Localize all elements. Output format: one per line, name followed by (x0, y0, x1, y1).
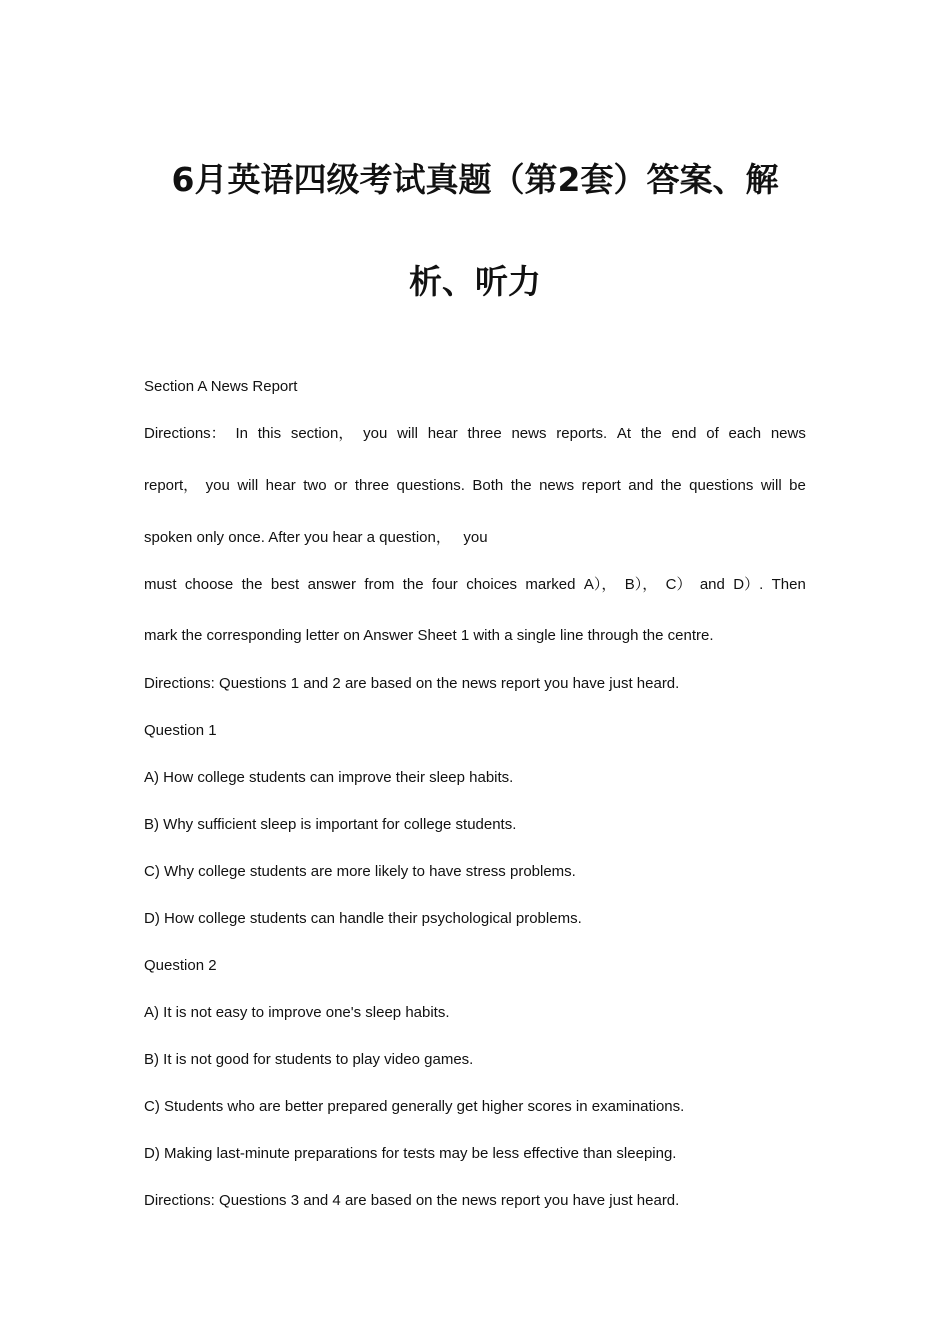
directions-line-2 (144, 476, 806, 496)
word: and (699, 576, 725, 593)
word: be (789, 477, 806, 494)
word: best (270, 576, 300, 593)
word: answer (307, 576, 356, 593)
question-1-option-d: D) How college students can handle their psychological problems. (144, 910, 582, 927)
directions-line-3: spoken only once. After you hear a question， you (144, 529, 488, 546)
directions-line-4 (144, 575, 806, 595)
word: marked (525, 576, 576, 593)
word: hear (427, 425, 458, 442)
word: D）. (733, 576, 764, 593)
word: you (205, 477, 230, 494)
page-title-line-2: 析、听力 (409, 262, 541, 301)
word: four (431, 576, 458, 593)
word: the (660, 477, 682, 494)
word: B）， (624, 576, 658, 593)
directions-q1-q2: Directions: Questions 1 and 2 are based on the news report you have just heard. (144, 675, 680, 692)
word: news (511, 425, 547, 442)
word: news (539, 477, 575, 494)
question-1-option-b: B) Why sufficient sleep is important for college students. (144, 816, 517, 833)
word: C） (665, 576, 692, 593)
section-heading: Section A News Report (144, 378, 298, 395)
word: end (671, 425, 697, 442)
word: the (510, 477, 532, 494)
word: of (706, 425, 719, 442)
word: A）， (583, 576, 617, 593)
word: three (354, 477, 390, 494)
word: report， (144, 477, 199, 494)
word: two (303, 477, 327, 494)
word: the (402, 576, 424, 593)
word: report (581, 477, 621, 494)
question-1-label: Question 1 (144, 722, 217, 739)
word: Directions： (144, 425, 226, 442)
word: choose (184, 576, 234, 593)
question-2-option-d: D) Making last-minute preparations for tests may be less effective than sleeping. (144, 1145, 677, 1162)
word: In (235, 425, 248, 442)
word: Then (771, 576, 806, 593)
directions-line-5: mark the corresponding letter on Answer Sheet 1 with a single line through the centre. (144, 627, 714, 644)
word: will (237, 477, 259, 494)
word: section， (290, 425, 354, 442)
word: will (760, 477, 782, 494)
question-2-label: Question 2 (144, 957, 217, 974)
word: each (728, 425, 762, 442)
word: choices (466, 576, 518, 593)
word: and (628, 477, 654, 494)
page-title-line-1: 6月英语四级考试真题（第2套）答案、解 (171, 160, 779, 199)
word: hear (265, 477, 296, 494)
directions-q3-q4: Directions: Questions 3 and 4 are based on the news report you have just heard. (144, 1192, 680, 1209)
word: will (397, 425, 418, 442)
word: three (467, 425, 502, 442)
word: At (616, 425, 632, 442)
word: reports. (556, 425, 608, 442)
word: from (364, 576, 395, 593)
word: Both (472, 477, 504, 494)
question-1-option-c: C) Why college students are more likely to have stress problems. (144, 863, 576, 880)
question-2-option-b: B) It is not good for students to play video games. (144, 1051, 474, 1068)
word: the (241, 576, 263, 593)
word: must (144, 576, 177, 593)
word: the (640, 425, 662, 442)
question-2-option-a: A) It is not easy to improve one's sleep habits. (144, 1004, 450, 1021)
word: questions. (396, 477, 465, 494)
question-2-option-c: C) Students who are better prepared generally get higher scores in examinations. (144, 1098, 685, 1115)
word: news (770, 425, 806, 442)
word: this (257, 425, 282, 442)
directions-line-1 (144, 424, 806, 444)
question-1-option-a: A) How college students can improve their sleep habits. (144, 769, 514, 786)
word: you (363, 425, 388, 442)
word: questions (689, 477, 754, 494)
word: or (334, 477, 348, 494)
